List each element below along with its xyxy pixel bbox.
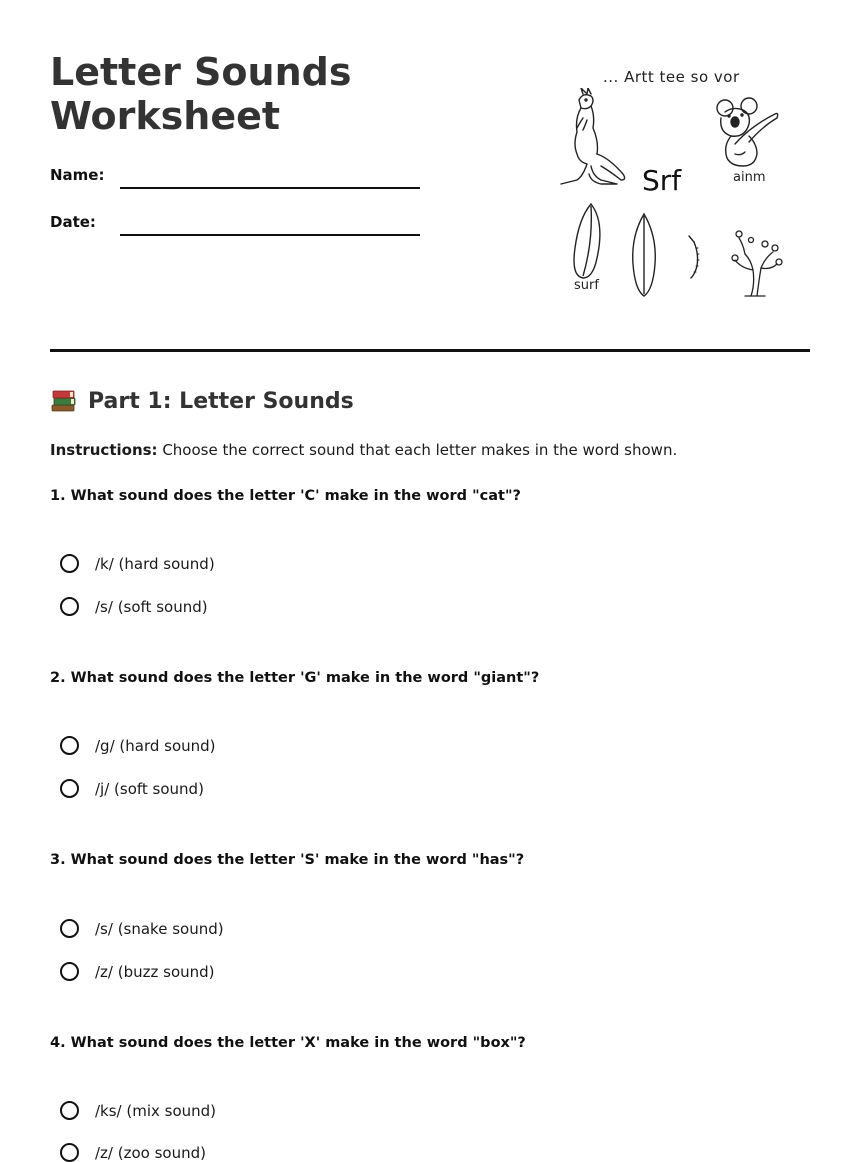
twig-icon xyxy=(685,234,703,280)
question-1: 1. What sound does the letter 'C' make in the word "cat"? xyxy=(50,488,521,504)
date-field[interactable] xyxy=(120,234,420,236)
surfboard-icon xyxy=(629,212,659,298)
option-label: /z/ (zoo sound) xyxy=(95,1143,206,1162)
header-divider xyxy=(50,349,810,352)
radio-button[interactable] xyxy=(60,597,79,616)
option-label: /s/ (snake sound) xyxy=(95,919,224,938)
surfboard-icon xyxy=(571,202,605,282)
radio-button[interactable] xyxy=(60,554,79,573)
q2-option-1[interactable] xyxy=(60,736,216,755)
name-label: Name: xyxy=(50,166,105,184)
title-line-1: Letter Sounds xyxy=(50,50,352,94)
q1-option-1[interactable] xyxy=(60,554,215,573)
radio-button[interactable] xyxy=(60,962,79,981)
option-label: /g/ (hard sound) xyxy=(95,736,216,755)
q3-option-1[interactable] xyxy=(60,919,224,938)
q4-option-2[interactable] xyxy=(60,1143,206,1162)
koala-icon xyxy=(715,96,781,170)
question-2: 2. What sound does the letter 'G' make in the word "giant"? xyxy=(50,670,540,686)
radio-button[interactable] xyxy=(60,919,79,938)
option-label: /z/ (buzz sound) xyxy=(95,962,215,981)
radio-button[interactable] xyxy=(60,1143,79,1162)
instructions xyxy=(50,441,677,459)
option-label: /k/ (hard sound) xyxy=(95,554,215,573)
question-4: 4. What sound does the letter 'X' make in the word "box"? xyxy=(50,1035,526,1051)
art-small-word: ainm xyxy=(733,170,766,185)
option-label: /j/ (soft sound) xyxy=(95,779,204,798)
name-field[interactable] xyxy=(120,187,420,189)
radio-button[interactable] xyxy=(60,779,79,798)
section-title xyxy=(50,388,354,414)
instructions-label: Instructions: xyxy=(50,441,158,459)
gum-tree-icon xyxy=(731,224,783,298)
q1-option-2[interactable] xyxy=(60,597,208,616)
art-big-word: Srf xyxy=(642,164,682,197)
books-icon xyxy=(50,388,78,414)
q3-option-2[interactable] xyxy=(60,962,215,981)
q2-option-2[interactable] xyxy=(60,779,204,798)
option-label: /ks/ (mix sound) xyxy=(95,1101,217,1120)
kangaroo-icon xyxy=(557,88,629,190)
date-label: Date: xyxy=(50,213,96,231)
option-label: /s/ (soft sound) xyxy=(95,597,208,616)
section-title-text: Part 1: Letter Sounds xyxy=(88,388,354,414)
radio-button[interactable] xyxy=(60,1101,79,1120)
title-line-2: Worksheet xyxy=(50,94,281,138)
q4-option-1[interactable] xyxy=(60,1101,216,1120)
radio-button[interactable] xyxy=(60,736,79,755)
question-3: 3. What sound does the letter 'S' make in the word "has"? xyxy=(50,852,525,868)
art-caption: ... Artt tee so vor xyxy=(603,68,740,86)
worksheet-title xyxy=(50,50,490,138)
clipart-panel xyxy=(555,60,815,310)
instructions-text: Choose the correct sound that each letter makes in the word shown. xyxy=(157,441,678,459)
art-surf-label: surf xyxy=(574,278,599,293)
